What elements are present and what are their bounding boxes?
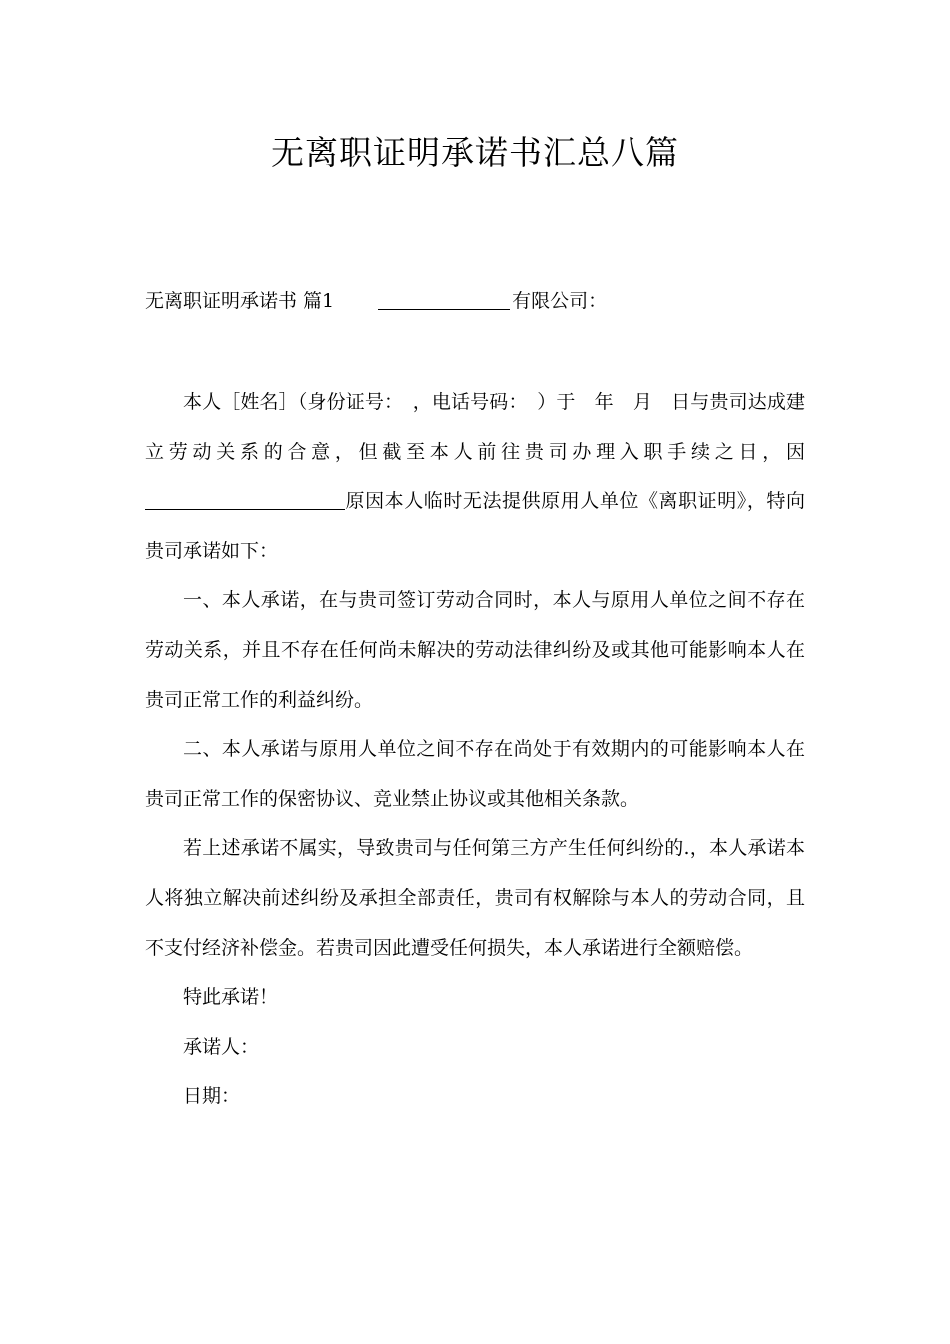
signer-line: 承诺人： — [183, 1035, 260, 1058]
section-label: 无离职证明承诺书 篇1 — [145, 290, 335, 312]
company-name-blank — [378, 287, 510, 310]
section-heading — [145, 284, 805, 318]
intro-text-after-blank: 原因本人临时无法提供原用人单位《离职证明》，特向贵司承诺如下： — [145, 490, 805, 562]
company-suffix: 有限公司： — [512, 290, 608, 312]
document-body — [145, 378, 805, 1122]
intro-text-before-blank: 本人［姓名］（身份证号： ，电话号码： ）于 年 月 日与贵司达成建立劳动关系的合意，但截至本人前往贵司办理入职手续之日，因 — [145, 391, 805, 463]
reason-blank — [145, 487, 345, 510]
paragraph-commitment-2: 二、本人承诺与原用人单位之间不存在尚处于有效期内的可能影响本人在贵司正常工作的保密协议、竞业禁止协议或其他相关条款。 — [145, 738, 805, 810]
paragraph-intro — [145, 378, 805, 576]
paragraph-liability: 若上述承诺不属实，导致贵司与任何第三方产生任何纠纷的.，本人承诺本人将独立解决前述纠纷及承担全部责任，贵司有权解除与本人的劳动合同，且不支付经济补偿金。若贵司因此遭受任何损失，本人承诺进行全额赔偿。 — [145, 837, 805, 959]
paragraph-closing: 特此承诺！ — [183, 986, 279, 1009]
document-title: 无离职证明承诺书汇总八篇 — [271, 133, 679, 172]
date-line: 日期： — [183, 1085, 241, 1108]
paragraph-commitment-1: 一、本人承诺，在与贵司签订劳动合同时，本人与原用人单位之间不存在劳动关系，并且不存在任何尚未解决的劳动法律纠纷及或其他可能影响本人在贵司正常工作的利益纠纷。 — [145, 589, 805, 711]
